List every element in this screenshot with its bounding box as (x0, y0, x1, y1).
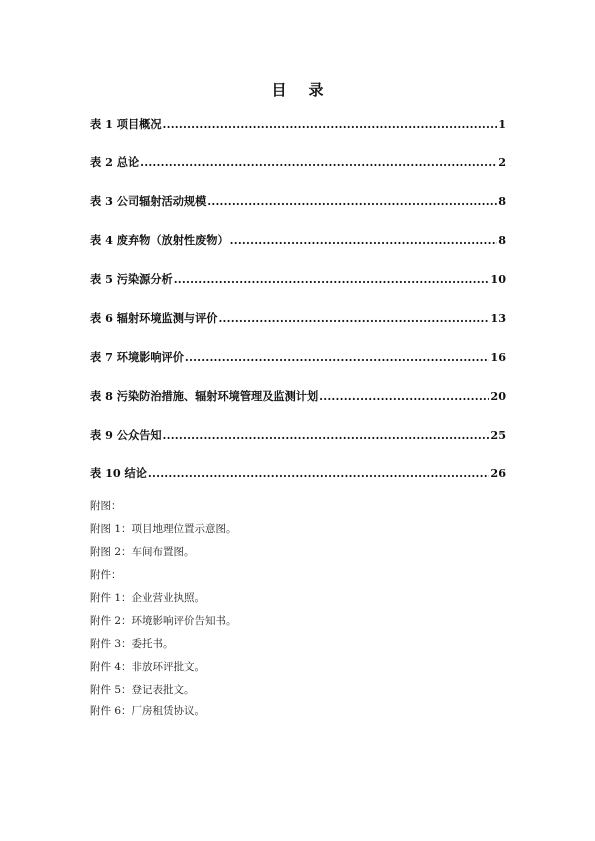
toc-entry-9[interactable] (90, 428, 506, 442)
appendix-line: 附件 2：环境影响评价告知书。 (90, 615, 237, 627)
page-title-part2: 录 (308, 81, 324, 99)
appendix-attachments-heading: 附件： (90, 569, 122, 581)
toc-entry-label: 表 7 环境影响评价 (90, 350, 184, 364)
toc-entry-page: 8 (498, 194, 506, 208)
appendix-line: 附图 2：车间布置图。 (90, 546, 195, 558)
toc-entry-7[interactable] (90, 350, 506, 364)
toc-entry-8[interactable] (90, 389, 506, 403)
toc-entry-1[interactable] (90, 117, 506, 131)
toc-dot-leader (230, 233, 498, 247)
appendix-line: 附件 5：登记表批文。 (90, 684, 195, 696)
toc-dot-leader (140, 155, 497, 169)
toc-entry-label: 表 10 结论 (90, 466, 147, 480)
appendix-line: 附件 6：厂房租赁协议。 (90, 705, 206, 717)
toc-entry-5[interactable] (90, 272, 506, 286)
toc-entry-label: 表 1 项目概况 (90, 117, 162, 131)
toc-dot-leader (163, 428, 490, 442)
toc-entry-6[interactable] (90, 311, 506, 325)
toc-dot-leader (207, 194, 497, 208)
page-title (0, 79, 595, 100)
toc-entry-label: 表 6 辐射环境监测与评价 (90, 311, 218, 325)
toc-entry-label: 表 5 污染源分析 (90, 272, 173, 286)
toc-entry-label: 表 4 废弃物（放射性废物） (90, 233, 229, 247)
toc-entry-page: 8 (498, 233, 506, 247)
toc-entry-page: 2 (498, 155, 506, 169)
appendix-line: 附件 4：非放环评批文。 (90, 661, 206, 673)
toc-entry-page: 16 (490, 350, 506, 364)
toc-entry-page: 13 (490, 311, 506, 325)
appendix-line: 附件 3：委托书。 (90, 638, 174, 650)
toc-entry-10[interactable] (90, 466, 506, 480)
toc-entry-3[interactable] (90, 194, 506, 208)
toc-entry-2[interactable] (90, 155, 506, 169)
toc-entry-4[interactable] (90, 233, 506, 247)
toc-entry-label: 表 2 总论 (90, 155, 140, 169)
appendix-figures-heading: 附图： (90, 500, 122, 512)
appendix-line: 附图 1：项目地理位置示意图。 (90, 523, 237, 535)
appendix-line: 附件 1：企业营业执照。 (90, 592, 206, 604)
toc-entry-label: 表 9 公众告知 (90, 428, 162, 442)
toc-entry-page: 20 (490, 389, 506, 403)
toc-entry-label: 表 8 污染防治措施、辐射环境管理及监测计划 (90, 389, 319, 403)
toc-dot-leader (163, 117, 498, 131)
toc-entry-page: 10 (490, 272, 506, 286)
page-title-part1: 目 (271, 81, 287, 99)
toc-dot-leader (185, 350, 490, 364)
toc-dot-leader (148, 466, 490, 480)
toc-dot-leader (319, 389, 489, 403)
toc-entry-page: 1 (498, 117, 506, 131)
toc-dot-leader (174, 272, 490, 286)
toc-entry-page: 25 (490, 428, 506, 442)
toc-entry-label: 表 3 公司辐射活动规模 (90, 194, 207, 208)
toc-dot-leader (218, 311, 489, 325)
toc-entry-page: 26 (490, 466, 506, 480)
